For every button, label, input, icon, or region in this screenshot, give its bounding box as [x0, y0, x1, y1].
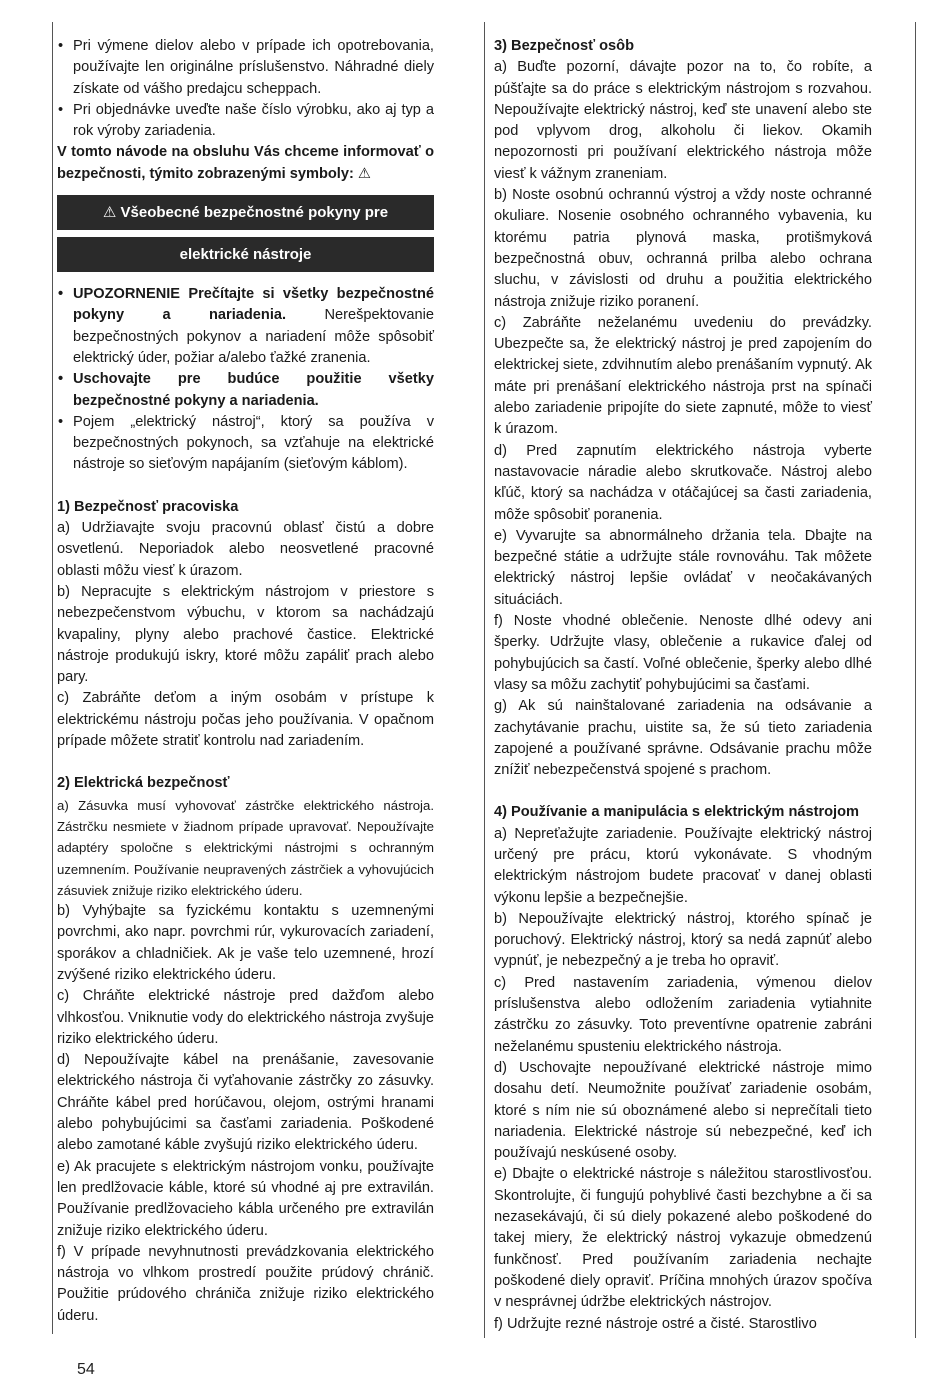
paragraph: e) Dbajte o elektrické nástroje s náležitou starostlivosťou. Skontrolujte, či fungujú pohyblivé časti bezchybne a či sa nezasekávajú, či sú diely pokazené alebo poškodené do takej miery, že elektrický nástroj vykazuje obmedzenú funkčnosť. Pred používaním zariadenia nechajte poškodené diely opraviť. Príčina mnohých úrazov spočíva v nesprávnej údržbe elektrických nástrojov.	[494, 1166, 872, 1311]
left-column	[57, 36, 434, 1327]
paragraph: d) Pred zapnutím elektrického nástroja vyberte nastavovacie náradie alebo skrutkovače. Nástroj alebo kľúč, ktorý sa nachádza v otáčajúcej sa časti zariadenia, môže spôsobiť poranenia.	[494, 442, 872, 523]
top-bullet-list	[57, 36, 434, 142]
paragraph: d) Uschovajte nepoužívané elektrické nástroje mimo dosahu detí. Neumožnite používať zariadenie osobám, ktoré s ním nie sú oboznámené alebo si neprečítali tieto nariadenia. Elektrické nástroje sú nebezpečné, keď ich používajú neskúsené osoby.	[494, 1059, 872, 1162]
paragraph: a) Zásuvka musí vyhovovať zástrčke elektrického nástroja. Zástrčku nesmiete v žiadnom prípade upravovať. Nepoužívajte adaptéry spoločne s elektrickými nástrojmi s ochranným uzemnením. Používanie neupravených zástrčiek a vyhovujúcich zásuviek znižuje riziko elektrického úderu.	[57, 797, 434, 898]
section-banner	[57, 195, 434, 272]
paragraph: f) Udržujte rezné nástroje ostré a čisté. Starostlivo	[494, 1315, 817, 1332]
right-margin-rule	[915, 22, 916, 1338]
bullet-bold-text: Uschovajte pre budúce použitie všetky bezpečnostné pokyny a nariadenia.	[73, 371, 434, 409]
bullet-bold-text: UPOZORNENIE Prečítajte si všetky bezpečnostné pokyny a nariadenia.	[73, 286, 434, 324]
list-item: • Pri výmene dielov alebo v prípade ich opotrebovania, používajte len originálne príslušenstvo. Náhradné diely získate od vášho predajcu scheppach.	[57, 36, 434, 100]
paragraph: c) Zabráňte neželanému uvedeniu do prevádzky. Ubezpečte sa, že elektrický nástroj je pred zapojením do elektrickej siete, zdvihnutím alebo prenášaním vypnutý. Ak máte pri prenášaní elektrického nástroja prst na spínači alebo zariadenie pripojíte do siete zapnuté, môže to viesť k úrazom.	[494, 314, 873, 438]
list-item	[57, 284, 434, 369]
intro-bold-text: V tomto návode na obsluhu Vás chceme informovať o bezpečnosti, týmito zobrazenými symboly:	[57, 144, 434, 182]
paragraph: f) V prípade nevyhnutnosti prevádzkovania elektrického nástroja vo vlhkom prostredí použite prúdový chránič. Použitie prúdového chrániča znižuje riziko elektrického úderu.	[57, 1243, 434, 1324]
bullet-text: Pojem „elektrický nástroj“, ktorý sa používa v bezpečnostných pokynoch, sa vzťahuje na elektrické nástroje so sieťovým napájaním (sieťovým káblom).	[73, 413, 434, 473]
warning-triangle-icon: ⚠	[357, 165, 371, 182]
section-heading: 3) Bezpečnosť osôb	[494, 38, 634, 54]
paragraph: d) Nepoužívajte kábel na prenášanie, zavesovanie elektrického nástroja či vyťahovanie zástrčky zo zásuvky. Chráňte kábel pred horúčavou, olejom, ostrými hranami alebo pohybujúcimi sa časťami zariadenia. Poškodené alebo zamotané káble zvyšujú riziko elektrického úderu.	[57, 1052, 434, 1154]
paragraph: c) Chráňte elektrické nástroje pred dažďom alebo vlhkosťou. Vniknutie vody do elektrického nástroja zvyšuje riziko elektrického úderu.	[57, 988, 435, 1047]
paragraph: a) Nepreťažujte zariadenie. Používajte elektrický nástroj určený pre prácu, ktorú vykonávate. S vhodným elektrickým nástrojom budete pracovať v danej oblasti výkonu lepšie a bezpečnejšie.	[494, 825, 872, 906]
paragraph: c) Zabráňte deťom a iným osobám v prístupe k elektrickému nástroju počas jeho používania. V opačnom prípade môžete stratiť kontrolu nad zariadením.	[57, 690, 434, 750]
right-column	[494, 36, 872, 1335]
paragraph: b) Vyhýbajte sa fyzickému kontaktu s uzemnenými povrchmi, ako napr. povrchmi rúr, vykurovacích zariadení, sporákov a chladničiek. Ak je vaše telo uzemnené, hrozí zvýšené riziko elektrického úderu.	[57, 903, 434, 983]
paragraph: b) Noste osobnú ochrannú výstroj a vždy noste ochranné okuliare. Nosenie osobného ochranného vybavenia, ku ktorému patria plynová maska, protišmyková bezpečnostná obuv, ochranná prilba alebo ochrana sluchu, v závislosti od druhu a použitia elektrického nástroja znižuje riziko poranení.	[494, 187, 872, 310]
left-margin-rule	[52, 22, 53, 1334]
paragraph: c) Pred nastavením zariadenia, výmenou dielov príslušenstva alebo odložením zariadenia vytiahnite zástrčku zo zásuvky. Toto preventívne opatrenie zabráni neželanému spusteniu elektrického nástroja.	[494, 974, 872, 1055]
paragraph: g) Ak sú nainštalované zariadenia na odsávanie a zachytávanie prachu, uistite sa, že sú tieto zariadenia zapojené a používané správne. Odsávanie prachu môže znížiť nebezpečenstvá spojené s prachom.	[494, 698, 872, 779]
paragraph: e) Vyvarujte sa abnormálneho držania tela. Dbajte na bezpečné státie a udržujte stále rovnováhu. Tak môžete elektrický nástroj lepšie ovládať v neočakávaných situáciách.	[494, 527, 872, 608]
page-number: 54	[77, 1361, 95, 1378]
section-heading: 1) Bezpečnosť pracoviska	[57, 498, 239, 515]
bullet-text: Nerešpektovanie bezpečnostných pokynov a nariadení môže spôsobiť elektrický úder, požiar a/alebo ťažké zranenia.	[73, 307, 434, 366]
banner-title-line-1: ⚠ Všeobecné bezpečnostné pokyny pre	[57, 195, 434, 230]
warning-bullet-list	[57, 284, 434, 476]
paragraph: e) Ak pracujete s elektrickým nástrojom vonku, používajte len predlžovacie káble, ktoré sú vhodné aj pre extravilán. Používanie predlžovacieho kábla určeného pre extravilán znižuje riziko elektrického úderu.	[57, 1158, 434, 1239]
column-divider-rule	[484, 22, 485, 1338]
paragraph: f) Noste vhodné oblečenie. Nenoste dlhé odevy ani šperky. Udržujte vlasy, oblečenie a rukavice ďalej od pohybujúcich sa častí. Voľné oblečenie, šperky alebo dlhé vlasy sa môžu zachytiť pohybujúcimi sa časťami.	[494, 613, 872, 693]
banner-title-line-2: elektrické nástroje	[57, 237, 434, 272]
paragraph: b) Nepracujte s elektrickým nástrojom v priestore s nebezpečenstvom výbuchu, v ktorom sa nachádzajú kvapaliny, plyny alebo prachové častice. Elektrické nástroje produkujú iskry, ktoré môžu zapáliť prach alebo pary.	[57, 583, 434, 686]
paragraph: a) Buďte pozorní, dávajte pozor na to, čo robíte, a púšťajte sa do práce s elektrickým nástrojom s rozvahou. Nepoužívajte elektrický nástroj, keď ste unavení alebo ste pod vplyvom drog, alkoholu či liekov. Okamih nepozornosti pri používaní elektrického nástroja môže viesť k vážnym zraneniam.	[494, 59, 872, 182]
list-item: • Pri objednávke uveďte naše číslo výrobku, ako aj typ a rok výroby zariadenia.	[57, 100, 434, 143]
list-item	[57, 412, 434, 476]
list-item	[57, 369, 434, 412]
section-heading: 4) Používanie a manipulácia s elektrickým nástrojom	[494, 804, 859, 821]
paragraph: a) Udržiavajte svoju pracovnú oblasť čistú a dobre osvetlenú. Neporiadok alebo neosvetlené pracovné oblasti môžu viesť k úrazom.	[57, 520, 434, 579]
section-heading: 2) Elektrická bezpečnosť	[57, 775, 230, 792]
intro-text	[57, 142, 434, 185]
paragraph: b) Nepoužívajte elektrický nástroj, ktorého spínač je poruchový. Elektrický nástroj, ktorý sa nedá zapnúť alebo vypnúť, je nebezpečný a je treba ho opraviť.	[494, 910, 872, 970]
